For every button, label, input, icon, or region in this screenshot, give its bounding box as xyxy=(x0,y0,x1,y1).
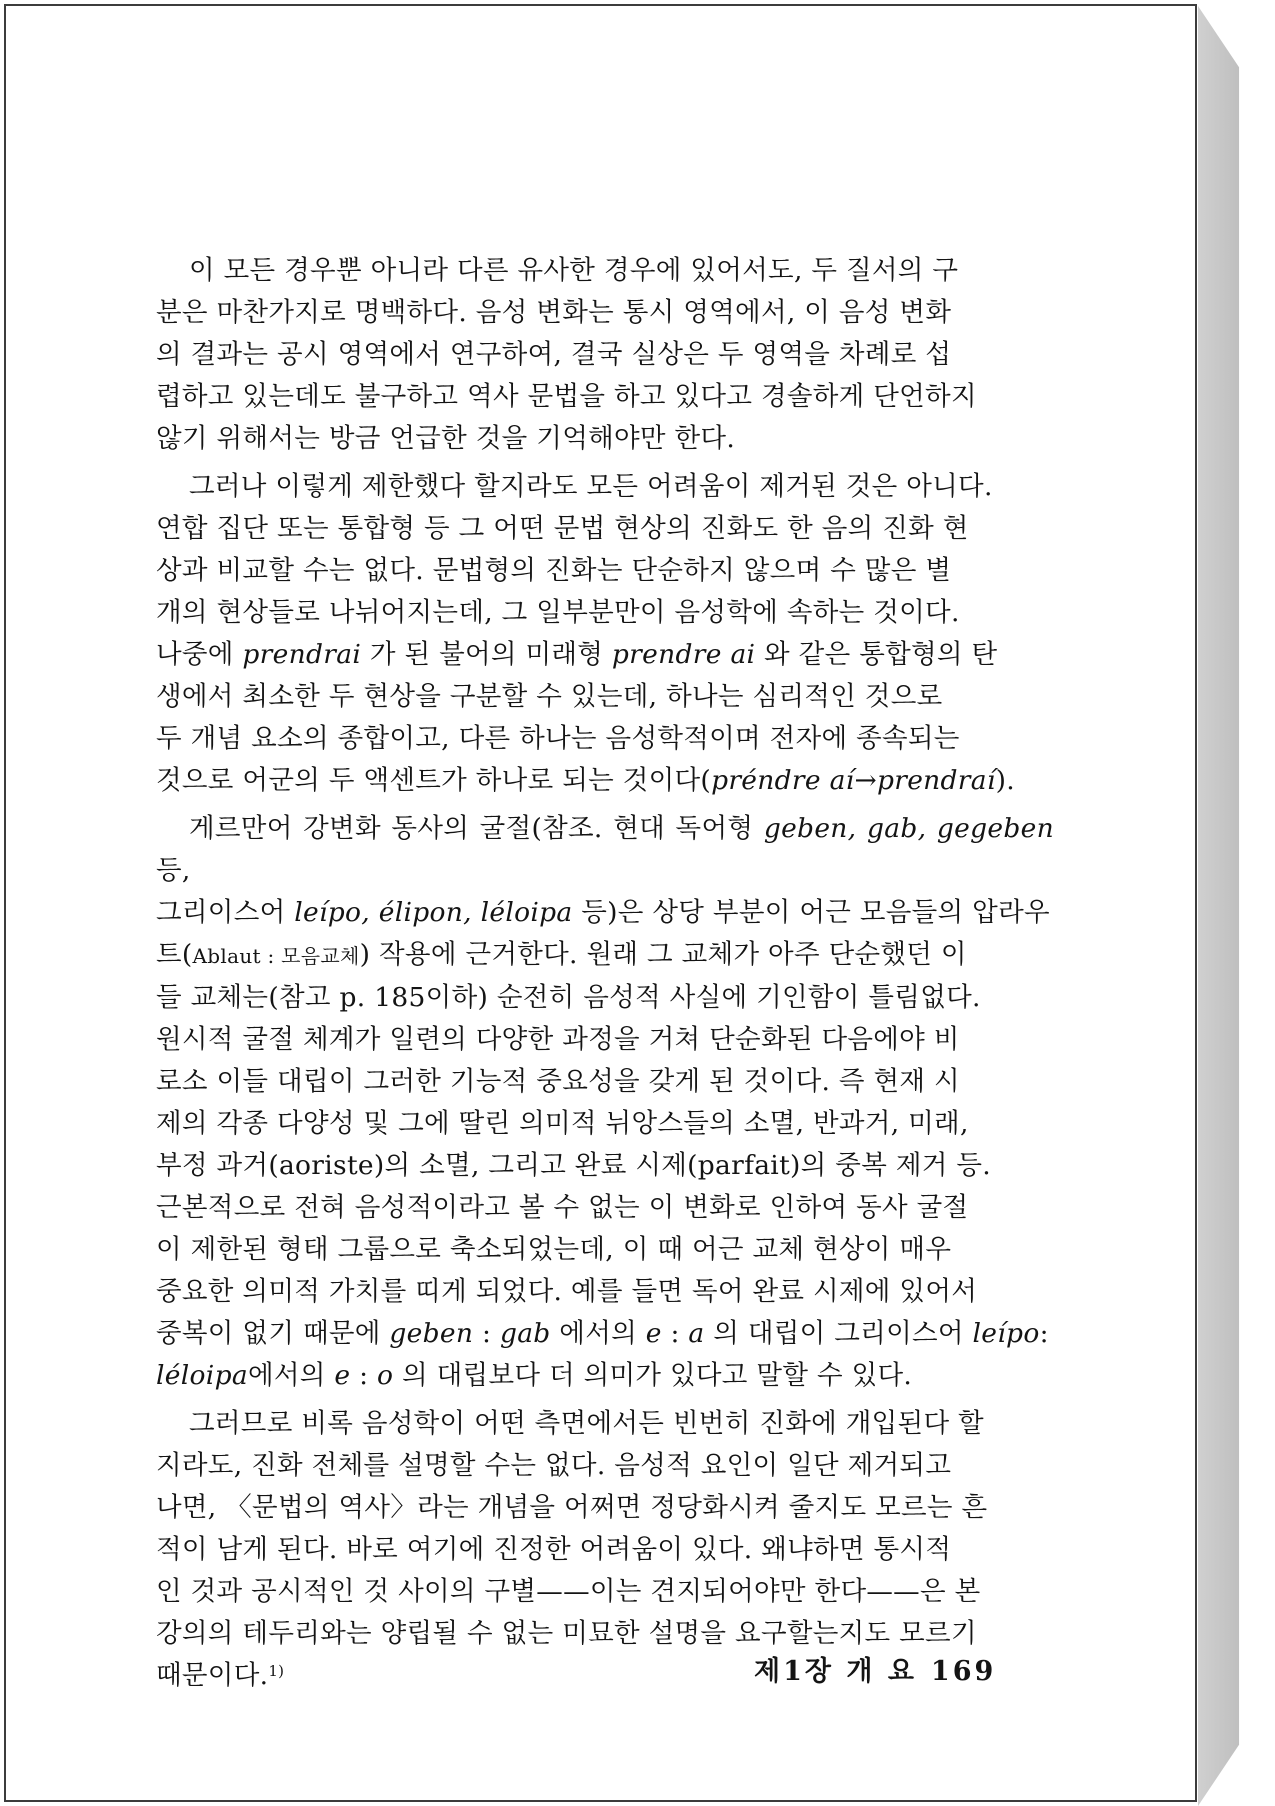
text-run: : xyxy=(350,1360,378,1391)
italic-term: préndre aí→prendraí xyxy=(711,765,996,796)
text-line xyxy=(156,1313,1054,1355)
text-line xyxy=(156,760,1054,802)
text-line xyxy=(156,1187,1054,1229)
text-line xyxy=(156,508,1054,550)
text-run: 가 된 불어의 미래형 xyxy=(361,639,612,670)
italic-term: leípo, élipon, léloipa xyxy=(294,897,573,928)
page-stack-edge xyxy=(1198,6,1274,1806)
text-run: 상과 비교할 수는 없다. 문법형의 진화는 단순하지 않으며 수 많은 별 xyxy=(156,555,952,586)
text-line xyxy=(156,550,1054,592)
text-line xyxy=(156,592,1054,634)
text-line xyxy=(156,1103,1054,1145)
text-run: 생에서 최소한 두 현상을 구분할 수 있는데, 하나는 심리적인 것으로 xyxy=(156,681,943,712)
text-run: : xyxy=(661,1318,689,1349)
text-run: 에서의 xyxy=(247,1360,335,1391)
text-run: 적이 남게 된다. 바로 여기에 진정한 어려움이 있다. 왜냐하면 통시적 xyxy=(156,1534,952,1565)
text-run: 근본적으로 전혀 음성적이라고 볼 수 없는 이 변화로 인하여 동사 굴절 xyxy=(156,1192,969,1223)
text-run: ). xyxy=(995,765,1016,796)
text-run: 중요한 의미적 가치를 띠게 되었다. 예를 들면 독어 완료 시제에 있어서 xyxy=(156,1276,978,1307)
body-text xyxy=(156,250,1054,1697)
text-run: 그러나 이렇게 제한했다 할지라도 모든 어려움이 제거된 것은 아니다. xyxy=(189,471,993,502)
text-run: 나중에 xyxy=(156,639,243,670)
text-run: : xyxy=(473,1318,500,1349)
text-run: 로소 이들 대립이 그러한 기능적 중요성을 갖게 된 것이다. 즉 현재 시 xyxy=(156,1066,960,1097)
text-line xyxy=(156,1271,1054,1313)
text-line xyxy=(156,676,1054,718)
text-run: 연합 집단 또는 통합형 등 그 어떤 문법 현상의 진화도 한 음의 진화 현 xyxy=(156,513,969,544)
chapter-title: 제1장 개 요 xyxy=(754,1656,917,1687)
text-run: 들 교체는(참고 p. 185이하) 순전히 음성적 사실에 기인함이 틀림없다. xyxy=(156,982,981,1013)
text-run: 중복이 없기 때문에 xyxy=(156,1318,390,1349)
text-run: 인 것과 공시적인 것 사이의 구별——이는 견지되어야만 한다——은 본 xyxy=(156,1576,981,1607)
text-line xyxy=(156,977,1054,1019)
text-line xyxy=(156,934,1054,977)
text-run: 원시적 굴절 체계가 일련의 다양한 과정을 거쳐 단순화된 다음에야 비 xyxy=(156,1024,960,1055)
italic-term: geben, gab, gegeben xyxy=(763,813,1054,844)
text-run: 등, xyxy=(156,855,191,886)
footnote-marker: 1) xyxy=(268,1662,285,1680)
text-run: 나면, 〈문법의 역사〉라는 개념을 어쩌면 정당화시켜 줄지도 모르는 흔 xyxy=(156,1492,988,1523)
italic-term: gab xyxy=(499,1318,551,1349)
text-run: 제의 각종 다양성 및 그에 딸린 의미적 뉘앙스들의 소멸, 반과거, 미래, xyxy=(156,1108,969,1139)
text-line xyxy=(156,892,1054,934)
italic-term: e xyxy=(334,1360,351,1391)
text-line xyxy=(156,808,1054,892)
italic-term: léloipa xyxy=(156,1360,248,1391)
book-page xyxy=(4,4,1197,1802)
text-line xyxy=(156,292,1054,334)
text-run: 않기 위해서는 방금 언급한 것을 기억해야만 한다. xyxy=(156,423,736,454)
text-run: ) 작용에 근거한다. 원래 그 교체가 아주 단순했던 이 xyxy=(359,939,967,970)
italic-term: a xyxy=(688,1318,705,1349)
text-line xyxy=(156,718,1054,760)
text-line xyxy=(156,1571,1054,1613)
text-line xyxy=(156,376,1054,418)
text-line xyxy=(156,1403,1054,1445)
text-line xyxy=(156,250,1054,292)
text-run: 이 제한된 형태 그룹으로 축소되었는데, 이 때 어근 교체 현상이 매우 xyxy=(156,1234,952,1265)
text-run: 렵하고 있는데도 불구하고 역사 문법을 하고 있다고 경솔하게 단언하지 xyxy=(156,381,977,412)
text-run: 와 같은 통합형의 탄 xyxy=(755,639,998,670)
text-line xyxy=(156,1487,1054,1529)
text-run: 것으로 어군의 두 액센트가 하나로 되는 것이다( xyxy=(156,765,712,796)
text-run: Ablaut : 모음교체 xyxy=(192,944,360,968)
text-run: 의 대립이 그리이스어 xyxy=(704,1318,973,1349)
text-run: : xyxy=(1039,1318,1049,1349)
text-line xyxy=(156,634,1054,676)
text-line xyxy=(156,1355,1054,1397)
text-run: 부정 과거(aoriste)의 소멸, 그리고 완료 시제(parfait)의 중복 제거 등. xyxy=(156,1150,991,1181)
text-run: 게르만어 강변화 동사의 굴절(참조. 현대 독어형 xyxy=(189,813,764,844)
text-run: 이 모든 경우뿐 아니라 다른 유사한 경우에 있어서도, 두 질서의 구 xyxy=(189,255,959,286)
text-line xyxy=(156,1529,1054,1571)
text-line xyxy=(156,1145,1054,1187)
text-run: 그리이스어 xyxy=(156,897,295,928)
text-line xyxy=(156,334,1054,376)
italic-term: prendrai xyxy=(242,639,362,670)
italic-term: e xyxy=(645,1318,662,1349)
italic-term: o xyxy=(377,1360,394,1391)
text-run: 에서의 xyxy=(550,1318,646,1349)
text-line xyxy=(156,1061,1054,1103)
text-run: 개의 현상들로 나뉘어지는데, 그 일부분만이 음성학에 속하는 것이다. xyxy=(156,597,960,628)
text-run: 때문이다. xyxy=(156,1660,269,1691)
italic-term: geben xyxy=(389,1318,474,1349)
text-run: 의 결과는 공시 영역에서 연구하여, 결국 실상은 두 영역을 차례로 섭 xyxy=(156,339,952,370)
text-line xyxy=(156,1019,1054,1061)
text-run: 의 대립보다 더 의미가 있다고 말할 수 있다. xyxy=(393,1360,913,1391)
text-run: 분은 마찬가지로 명백하다. 음성 변화는 통시 영역에서, 이 음성 변화 xyxy=(156,297,952,328)
text-run: 트( xyxy=(156,939,193,970)
text-line xyxy=(156,1445,1054,1487)
text-run: 강의의 테두리와는 양립될 수 없는 미묘한 설명을 요구할는지도 모르기 xyxy=(156,1618,977,1649)
text-line xyxy=(156,418,1054,460)
text-run: 등)은 상당 부분이 어근 모음들의 압라우 xyxy=(572,897,1050,928)
text-run: 지라도, 진화 전체를 설명할 수는 없다. 음성적 요인이 일단 제거되고 xyxy=(156,1450,952,1481)
running-foot xyxy=(754,1649,1044,1688)
page-number: 169 xyxy=(930,1656,997,1687)
italic-term: leípo xyxy=(972,1318,1040,1349)
italic-term: prendre ai xyxy=(611,639,756,670)
text-run: 두 개념 요소의 종합이고, 다른 하나는 음성학적이며 전자에 종속되는 xyxy=(156,723,960,754)
text-line xyxy=(156,1229,1054,1271)
text-run: 그러므로 비록 음성학이 어떤 측면에서든 빈번히 진화에 개입된다 할 xyxy=(189,1408,984,1439)
text-line xyxy=(156,466,1054,508)
